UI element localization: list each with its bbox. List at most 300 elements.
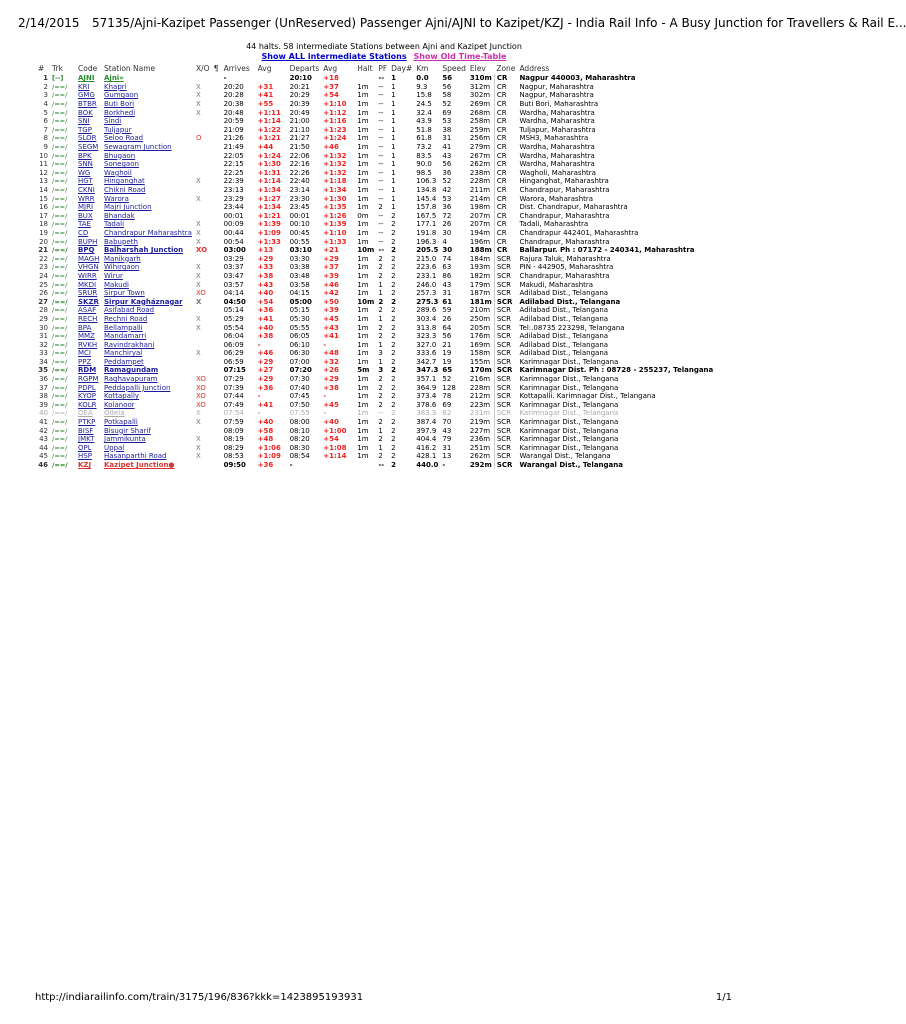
reference-mark-cell — [212, 100, 222, 109]
platform-cell: 2 — [378, 435, 383, 444]
track-indicator-cell: /==/ — [52, 168, 68, 177]
station-name-link-cell — [102, 444, 194, 453]
zone-cell: CR — [494, 186, 517, 195]
speed-cell: 128 — [442, 383, 456, 392]
crossing-overtake-cell: X — [196, 435, 201, 444]
track-indicator-cell: /==/ — [52, 237, 68, 246]
address-cell: Kottapalli. Karimnagar Dist., Telangana — [519, 392, 656, 401]
station-name-link-cell — [102, 169, 194, 178]
station-name-link[interactable]: Balharshah Junction — [104, 246, 184, 255]
platform-cell: 2 — [378, 323, 383, 332]
zone-cell: SCR — [494, 401, 517, 410]
column-header: ¶ — [213, 64, 219, 73]
day-number-cell: 2 — [391, 237, 396, 246]
row-number-cell: 26 — [39, 289, 48, 298]
station-name-link[interactable]: Ramagundam — [104, 366, 159, 375]
station-code-link[interactable]: MMZ — [78, 332, 95, 341]
halt-duration-cell: 1m — [357, 375, 369, 384]
station-code-link[interactable]: HSP — [78, 452, 92, 461]
departure-time-cell: 05:00 — [289, 297, 312, 306]
station-code-link[interactable]: AJNI — [78, 74, 95, 83]
station-code-link-cell — [76, 160, 102, 169]
row-number-cell: 1 — [43, 74, 48, 83]
reference-mark-cell — [212, 418, 222, 427]
station-code-link-cell — [76, 134, 102, 143]
station-code-link[interactable]: SNI — [78, 117, 90, 126]
speed-cell: 69 — [442, 108, 452, 117]
station-code-link[interactable]: MKDI — [78, 280, 97, 289]
station-name-link[interactable]: Chikni Road — [104, 186, 146, 195]
station-code-link[interactable]: PDPL — [78, 383, 96, 392]
platform-cell: -- — [378, 228, 384, 237]
station-name-link[interactable]: Makudi — [104, 280, 129, 289]
day-number-cell: 2 — [391, 289, 396, 298]
station-name-link[interactable]: Odela — [104, 409, 125, 418]
show-all-stations-link[interactable]: Show ALL intermediate Stations — [261, 52, 407, 61]
column-header: Halt — [357, 64, 373, 73]
distance-km-cell: 167.5 — [416, 211, 437, 220]
station-code-link[interactable]: OEA — [78, 409, 93, 418]
distance-km-cell: 342.7 — [416, 357, 437, 366]
station-name-link[interactable]: Chandrapur Maharashtra — [104, 228, 192, 237]
station-code-link[interactable]: JMKT — [78, 435, 95, 444]
arrival-avg-delay-cell: +46 — [257, 349, 274, 358]
address-cell: Adilabad Dist., Telangana — [519, 297, 621, 306]
crossing-overtake-cell: X — [196, 228, 201, 237]
station-name-link-cell — [102, 177, 194, 186]
crossing-overtake-cell: XO — [196, 392, 206, 401]
elevation-cell: 211m — [469, 186, 491, 195]
station-code-link[interactable]: PTKP — [78, 418, 96, 427]
platform-cell: -- — [378, 151, 384, 160]
speed-cell: 26 — [442, 220, 452, 229]
departure-time-cell: 07:55 — [289, 409, 310, 418]
station-name-link[interactable]: Sirpur Town — [104, 289, 145, 298]
station-code-link-cell — [76, 418, 102, 427]
departure-avg-delay-cell: +37 — [323, 263, 339, 272]
reference-mark-cell — [212, 272, 222, 281]
track-indicator-cell: /==/ — [52, 220, 68, 229]
departure-time-cell: 00:55 — [289, 237, 310, 246]
departure-time-cell: 07:20 — [289, 366, 312, 375]
departure-time-cell: 03:48 — [289, 271, 310, 280]
station-name-link-cell — [102, 160, 194, 169]
distance-km-cell: 257.3 — [416, 289, 437, 298]
row-number-cell: 10 — [39, 151, 48, 160]
station-code-link[interactable]: HGT — [78, 177, 93, 186]
zone-cell: CR — [494, 229, 517, 238]
crossing-overtake-cell — [194, 169, 212, 178]
zone-cell: SCR — [494, 461, 517, 470]
distance-km-cell: 440.0 — [416, 461, 439, 470]
departure-time-cell: 22:40 — [289, 177, 310, 186]
halt-duration-cell: 1m — [357, 306, 369, 315]
station-name-link[interactable]: Potkapalli — [104, 418, 138, 427]
day-number-cell: 2 — [391, 246, 397, 255]
station-name-link[interactable]: Manchiryal — [104, 349, 143, 358]
station-code-link[interactable]: BPK — [78, 151, 92, 160]
crossing-overtake-cell — [194, 117, 212, 126]
speed-cell: 26 — [442, 314, 452, 323]
departure-time-cell: 00:10 — [289, 220, 310, 229]
station-name-link[interactable]: Kottapally — [104, 392, 140, 401]
zone-cell: SCR — [494, 435, 517, 444]
elevation-cell: 258m — [469, 117, 491, 126]
day-number-cell: 1 — [391, 117, 396, 126]
station-name-link[interactable]: Buti Bori — [104, 100, 135, 109]
elevation-cell: 158m — [469, 349, 491, 358]
day-number-cell: 2 — [391, 314, 396, 323]
platform-cell: 2 — [378, 297, 384, 306]
station-name-link[interactable]: Waghoil — [104, 168, 132, 177]
table-row — [36, 297, 715, 306]
row-number-cell: 46 — [38, 461, 48, 470]
speed-cell: 19 — [442, 349, 452, 358]
zone-cell: CR — [494, 246, 517, 255]
station-name-link[interactable]: Tadali — [104, 220, 125, 229]
station-code-link[interactable]: BUX — [78, 211, 93, 220]
station-name-link[interactable]: Sirpur Kagháznagar — [104, 297, 183, 306]
address-cell: PIN - 442905, Maharashtra — [519, 263, 614, 272]
address-cell: Rajura Taluk, Maharashtra — [519, 254, 611, 263]
station-name-link[interactable]: Ajni» — [104, 74, 124, 83]
station-name-link[interactable]: Uppal — [104, 443, 125, 452]
zone-cell: CR — [494, 108, 517, 117]
reference-mark-cell — [212, 212, 222, 221]
address-cell: MSH3, Maharashtra — [519, 134, 589, 143]
station-code-link[interactable]: CD — [78, 228, 89, 237]
station-name-link-cell — [102, 340, 194, 349]
station-code-link[interactable]: SEGM — [78, 143, 99, 152]
zone-cell: CR — [494, 212, 517, 221]
station-name-link[interactable]: Manikgarh — [104, 254, 141, 263]
day-number-cell: 2 — [391, 263, 396, 272]
track-indicator-cell: /==/ — [52, 108, 68, 117]
station-code-link[interactable]: BPQ — [78, 246, 95, 255]
station-name-link[interactable]: Borkhedi — [104, 108, 136, 117]
table-row — [36, 100, 715, 109]
halt-duration-cell — [355, 74, 376, 83]
platform-cell: 1 — [378, 357, 383, 366]
address-cell: Warora, Maharashtra — [519, 194, 594, 203]
zone-cell: CR — [494, 151, 517, 160]
halt-duration-cell: 1m — [357, 426, 369, 435]
station-code-link[interactable]: RVKH — [78, 340, 98, 349]
station-code-link[interactable]: SRUR — [78, 289, 98, 298]
station-name-link[interactable]: Mandamarri — [104, 332, 147, 341]
row-number-cell: 16 — [39, 203, 48, 212]
table-row — [36, 401, 715, 410]
elevation-cell: 196m — [469, 237, 491, 246]
table-row — [36, 229, 715, 238]
station-code-link-cell — [76, 100, 102, 109]
arrival-avg-delay-cell: +1:11 — [257, 108, 281, 117]
halt-duration-cell: 1m — [357, 254, 369, 263]
reference-mark-cell — [212, 194, 222, 203]
station-code-link-cell — [76, 340, 102, 349]
address-cell: Wardha, Maharashtra — [519, 160, 595, 169]
arrival-avg-delay-cell: +1:09 — [257, 452, 281, 461]
arrival-time-cell: 07:39 — [223, 383, 244, 392]
station-code-link[interactable]: BPA — [78, 323, 92, 332]
distance-km-cell: 303.4 — [416, 314, 437, 323]
station-code-link-cell — [76, 435, 102, 444]
station-name-link-cell — [102, 401, 194, 410]
station-name-link[interactable]: Peddampet — [104, 357, 144, 366]
elevation-cell: 231m — [469, 409, 491, 418]
station-code-link-cell — [76, 246, 102, 255]
reference-mark-cell — [212, 358, 222, 367]
station-name-link[interactable]: Hinganghat — [104, 177, 145, 186]
arrival-avg-delay-cell: +1:34 — [257, 203, 281, 212]
arrival-avg-delay-cell: +41 — [257, 400, 274, 409]
station-name-link[interactable]: Sewagram Junction — [104, 143, 172, 152]
row-number-cell: 32 — [39, 340, 48, 349]
station-name-link[interactable]: Jammikunta — [104, 435, 146, 444]
station-name-link[interactable]: Seloo Road — [104, 134, 144, 143]
station-code-link[interactable]: TGP — [78, 125, 92, 134]
arrival-avg-delay-cell: +36 — [257, 383, 274, 392]
station-name-link[interactable]: Gumgaon — [104, 91, 139, 100]
station-name-link[interactable]: Khapri — [104, 82, 127, 91]
elevation-cell: 279m — [469, 143, 491, 152]
station-name-link[interactable]: Majri Junction — [104, 203, 152, 212]
halt-duration-cell: 1m — [357, 340, 369, 349]
halt-duration-cell: 1m — [357, 357, 369, 366]
platform-cell: 2 — [378, 452, 383, 461]
arrival-time-cell: 20:48 — [223, 108, 244, 117]
station-name-link[interactable]: Bhandak — [104, 211, 135, 220]
station-code-link[interactable]: BUPH — [78, 237, 98, 246]
station-code-link[interactable]: KYOP — [78, 392, 96, 401]
speed-cell: 4 — [442, 237, 447, 246]
crossing-overtake-cell — [194, 212, 212, 221]
elevation-cell: 292m — [469, 461, 492, 470]
halt-duration-cell: 10m — [357, 297, 375, 306]
departure-time-cell: 07:45 — [289, 392, 310, 401]
halt-duration-cell: 1m — [357, 143, 369, 152]
halt-duration-cell: 1m — [357, 237, 369, 246]
station-code-link[interactable]: MCI — [78, 349, 91, 358]
station-name-link[interactable]: Peddapalli Junction — [104, 383, 171, 392]
elevation-cell: 262m — [469, 160, 491, 169]
show-old-timetable-link[interactable]: Show Old Time-Table — [413, 52, 507, 61]
station-code-link[interactable]: CKNI — [78, 186, 95, 195]
departure-avg-delay-cell: +1:24 — [323, 134, 347, 143]
column-header: Zone — [496, 64, 516, 73]
distance-km-cell: 191.8 — [416, 228, 437, 237]
station-name-link-cell — [102, 126, 194, 135]
arrival-time-cell: 00:09 — [223, 220, 244, 229]
station-code-link[interactable]: VHGN — [78, 263, 99, 272]
day-number-cell: 1 — [391, 91, 396, 100]
platform-cell: 2 — [378, 383, 383, 392]
reference-mark-cell — [212, 435, 222, 444]
station-code-link[interactable]: WIRR — [78, 271, 97, 280]
arrival-avg-delay-cell: +1:21 — [257, 134, 281, 143]
platform-cell: -- — [378, 461, 385, 470]
day-number-cell: 2 — [391, 443, 396, 452]
halt-duration-cell: 0m — [357, 211, 369, 220]
address-cell: Adilabad Dist., Telangana — [519, 349, 609, 358]
station-code-link-cell — [76, 220, 102, 229]
station-code-link[interactable]: TAE — [78, 220, 91, 229]
station-name-link[interactable]: Wirur — [104, 271, 123, 280]
column-header: PF — [378, 64, 388, 73]
table-row — [36, 306, 715, 315]
station-code-link[interactable]: RECH — [78, 314, 98, 323]
station-name-link[interactable]: Sonegaon — [104, 160, 139, 169]
row-number-cell: 35 — [38, 366, 48, 375]
departure-avg-delay-cell: +1:35 — [323, 203, 347, 212]
station-name-link[interactable]: Babupeth — [104, 237, 138, 246]
station-code-link[interactable]: OPL — [78, 443, 92, 452]
crossing-overtake-cell: X — [196, 280, 201, 289]
station-code-link[interactable]: KOLR — [78, 400, 97, 409]
platform-cell: -- — [378, 108, 384, 117]
station-code-link-cell — [76, 254, 102, 263]
station-name-link-cell — [102, 272, 194, 281]
zone-cell: SCR — [494, 409, 517, 418]
station-code-link[interactable]: RGPM — [78, 375, 99, 384]
row-number-cell: 17 — [39, 211, 48, 220]
station-name-link[interactable]: Tuljapur — [104, 125, 132, 134]
arrival-time-cell: 00:01 — [223, 211, 244, 220]
station-code-link[interactable]: PPZ — [78, 357, 92, 366]
reference-mark-cell — [212, 349, 222, 358]
station-name-link[interactable]: Bhugaon — [104, 151, 136, 160]
station-code-link-cell — [76, 272, 102, 281]
crossing-overtake-cell: X — [196, 452, 201, 461]
station-code-link[interactable]: BISF — [78, 426, 94, 435]
row-number-cell: 24 — [39, 271, 48, 280]
row-number-cell: 33 — [39, 349, 48, 358]
day-number-cell: 1 — [391, 203, 396, 212]
station-name-link[interactable]: Rechni Road — [104, 314, 148, 323]
departure-time-cell: 23:30 — [289, 194, 310, 203]
address-cell: Karimnagar Dist., Telangana — [519, 426, 619, 435]
elevation-cell: 262m — [469, 452, 491, 461]
station-code-link[interactable]: SNN — [78, 160, 93, 169]
print-date: 2/14/2015 — [18, 16, 80, 30]
station-name-link[interactable]: Raghavapuram — [104, 375, 158, 384]
elevation-cell: 236m — [469, 435, 491, 444]
station-code-link[interactable]: KRI — [78, 82, 90, 91]
route-summary — [0, 42, 768, 62]
station-name-link[interactable]: Warora — [104, 194, 129, 203]
halt-duration-cell: 5m — [357, 366, 370, 375]
station-code-link[interactable]: WRR — [78, 194, 95, 203]
station-name-link[interactable]: Wihirgaon — [104, 263, 140, 272]
station-name-link[interactable]: Hasanparthi Road — [104, 452, 167, 461]
station-code-link[interactable]: KZJ — [78, 461, 92, 470]
departure-avg-delay-cell: +42 — [323, 289, 339, 298]
zone-cell: CR — [494, 100, 517, 109]
address-cell: Chandrapur 442401, Maharashtra — [519, 228, 639, 237]
row-number-cell: 6 — [43, 117, 48, 126]
row-number-cell: 2 — [43, 82, 48, 91]
station-code-link[interactable]: ASAF — [78, 306, 97, 315]
departure-time-cell: 06:05 — [289, 332, 310, 341]
platform-cell: 2 — [378, 203, 383, 212]
station-code-link-cell — [76, 229, 102, 238]
station-name-link[interactable]: Kazipet Junction● — [104, 461, 175, 470]
station-code-link[interactable]: MJRI — [78, 203, 94, 212]
address-cell: Adilabad Dist., Telangana — [519, 340, 609, 349]
address-cell: Karimnagar Dist., Telangana — [519, 357, 619, 366]
day-number-cell: 2 — [391, 211, 396, 220]
station-name-link[interactable]: Bisugir Sharif — [104, 426, 151, 435]
elevation-cell: 184m — [469, 254, 491, 263]
station-code-link[interactable]: MAGH — [78, 254, 100, 263]
station-code-link[interactable]: GMG — [78, 91, 95, 100]
day-number-cell: 1 — [391, 186, 396, 195]
station-name-link[interactable]: Bellampalli — [104, 323, 143, 332]
crossing-overtake-cell — [194, 151, 212, 160]
station-name-link[interactable]: Sindi — [104, 117, 122, 126]
reference-mark-cell — [212, 151, 222, 160]
station-name-link-cell — [102, 83, 194, 92]
halt-duration-cell: 1m — [357, 323, 369, 332]
arrival-avg-delay-cell: +13 — [257, 246, 274, 255]
halt-duration-cell: 1m — [357, 332, 369, 341]
station-code-link-cell — [76, 461, 102, 470]
row-number-cell: 11 — [39, 160, 48, 169]
reference-mark-cell — [212, 83, 222, 92]
station-code-link[interactable]: SLOR — [78, 134, 97, 143]
station-code-link-cell — [76, 203, 102, 212]
station-code-link[interactable]: BTBR — [78, 100, 97, 109]
arrival-avg-delay-cell: +31 — [257, 82, 274, 91]
speed-cell: 62 — [442, 409, 452, 418]
speed-cell: 43 — [442, 280, 452, 289]
departure-avg-delay-cell: - — [323, 340, 327, 349]
station-code-link[interactable]: SKZR — [78, 297, 99, 306]
station-code-link[interactable]: WG — [78, 168, 91, 177]
day-number-cell: 2 — [391, 228, 396, 237]
halt-duration-cell: 1m — [357, 108, 369, 117]
speed-cell: 69 — [442, 400, 452, 409]
table-row — [36, 177, 715, 186]
arrival-avg-delay-cell: +1:30 — [257, 160, 281, 169]
station-code-link[interactable]: BOK — [78, 108, 93, 117]
timetable-body — [36, 74, 715, 469]
elevation-cell: 170m — [469, 366, 492, 375]
day-number-cell: 1 — [391, 168, 396, 177]
arrival-avg-delay-cell: +29 — [257, 254, 274, 263]
station-code-link[interactable]: RDM — [78, 366, 97, 375]
departure-time-cell: 07:40 — [289, 383, 310, 392]
platform-cell: -- — [378, 143, 384, 152]
elevation-cell: 268m — [469, 108, 491, 117]
station-name-link-cell — [102, 220, 194, 229]
station-name-link[interactable]: Ravindrakhani — [104, 340, 155, 349]
station-name-link-cell — [102, 409, 194, 418]
track-indicator-cell: /==/ — [52, 100, 68, 109]
reference-mark-cell — [212, 74, 222, 83]
arrival-time-cell: 20:59 — [223, 117, 244, 126]
station-name-link[interactable]: Asifabad Road — [104, 306, 155, 315]
station-name-link[interactable]: Kolanoor — [104, 400, 135, 409]
station-code-link-cell — [76, 91, 102, 100]
elevation-cell: 182m — [469, 271, 491, 280]
day-number-cell: 1 — [391, 134, 396, 143]
day-number-cell: 1 — [391, 108, 396, 117]
column-header: Trk — [52, 64, 63, 73]
speed-cell: 56 — [442, 332, 452, 341]
arrival-avg-delay-cell: +55 — [257, 100, 274, 109]
speed-cell: 30 — [442, 246, 453, 255]
